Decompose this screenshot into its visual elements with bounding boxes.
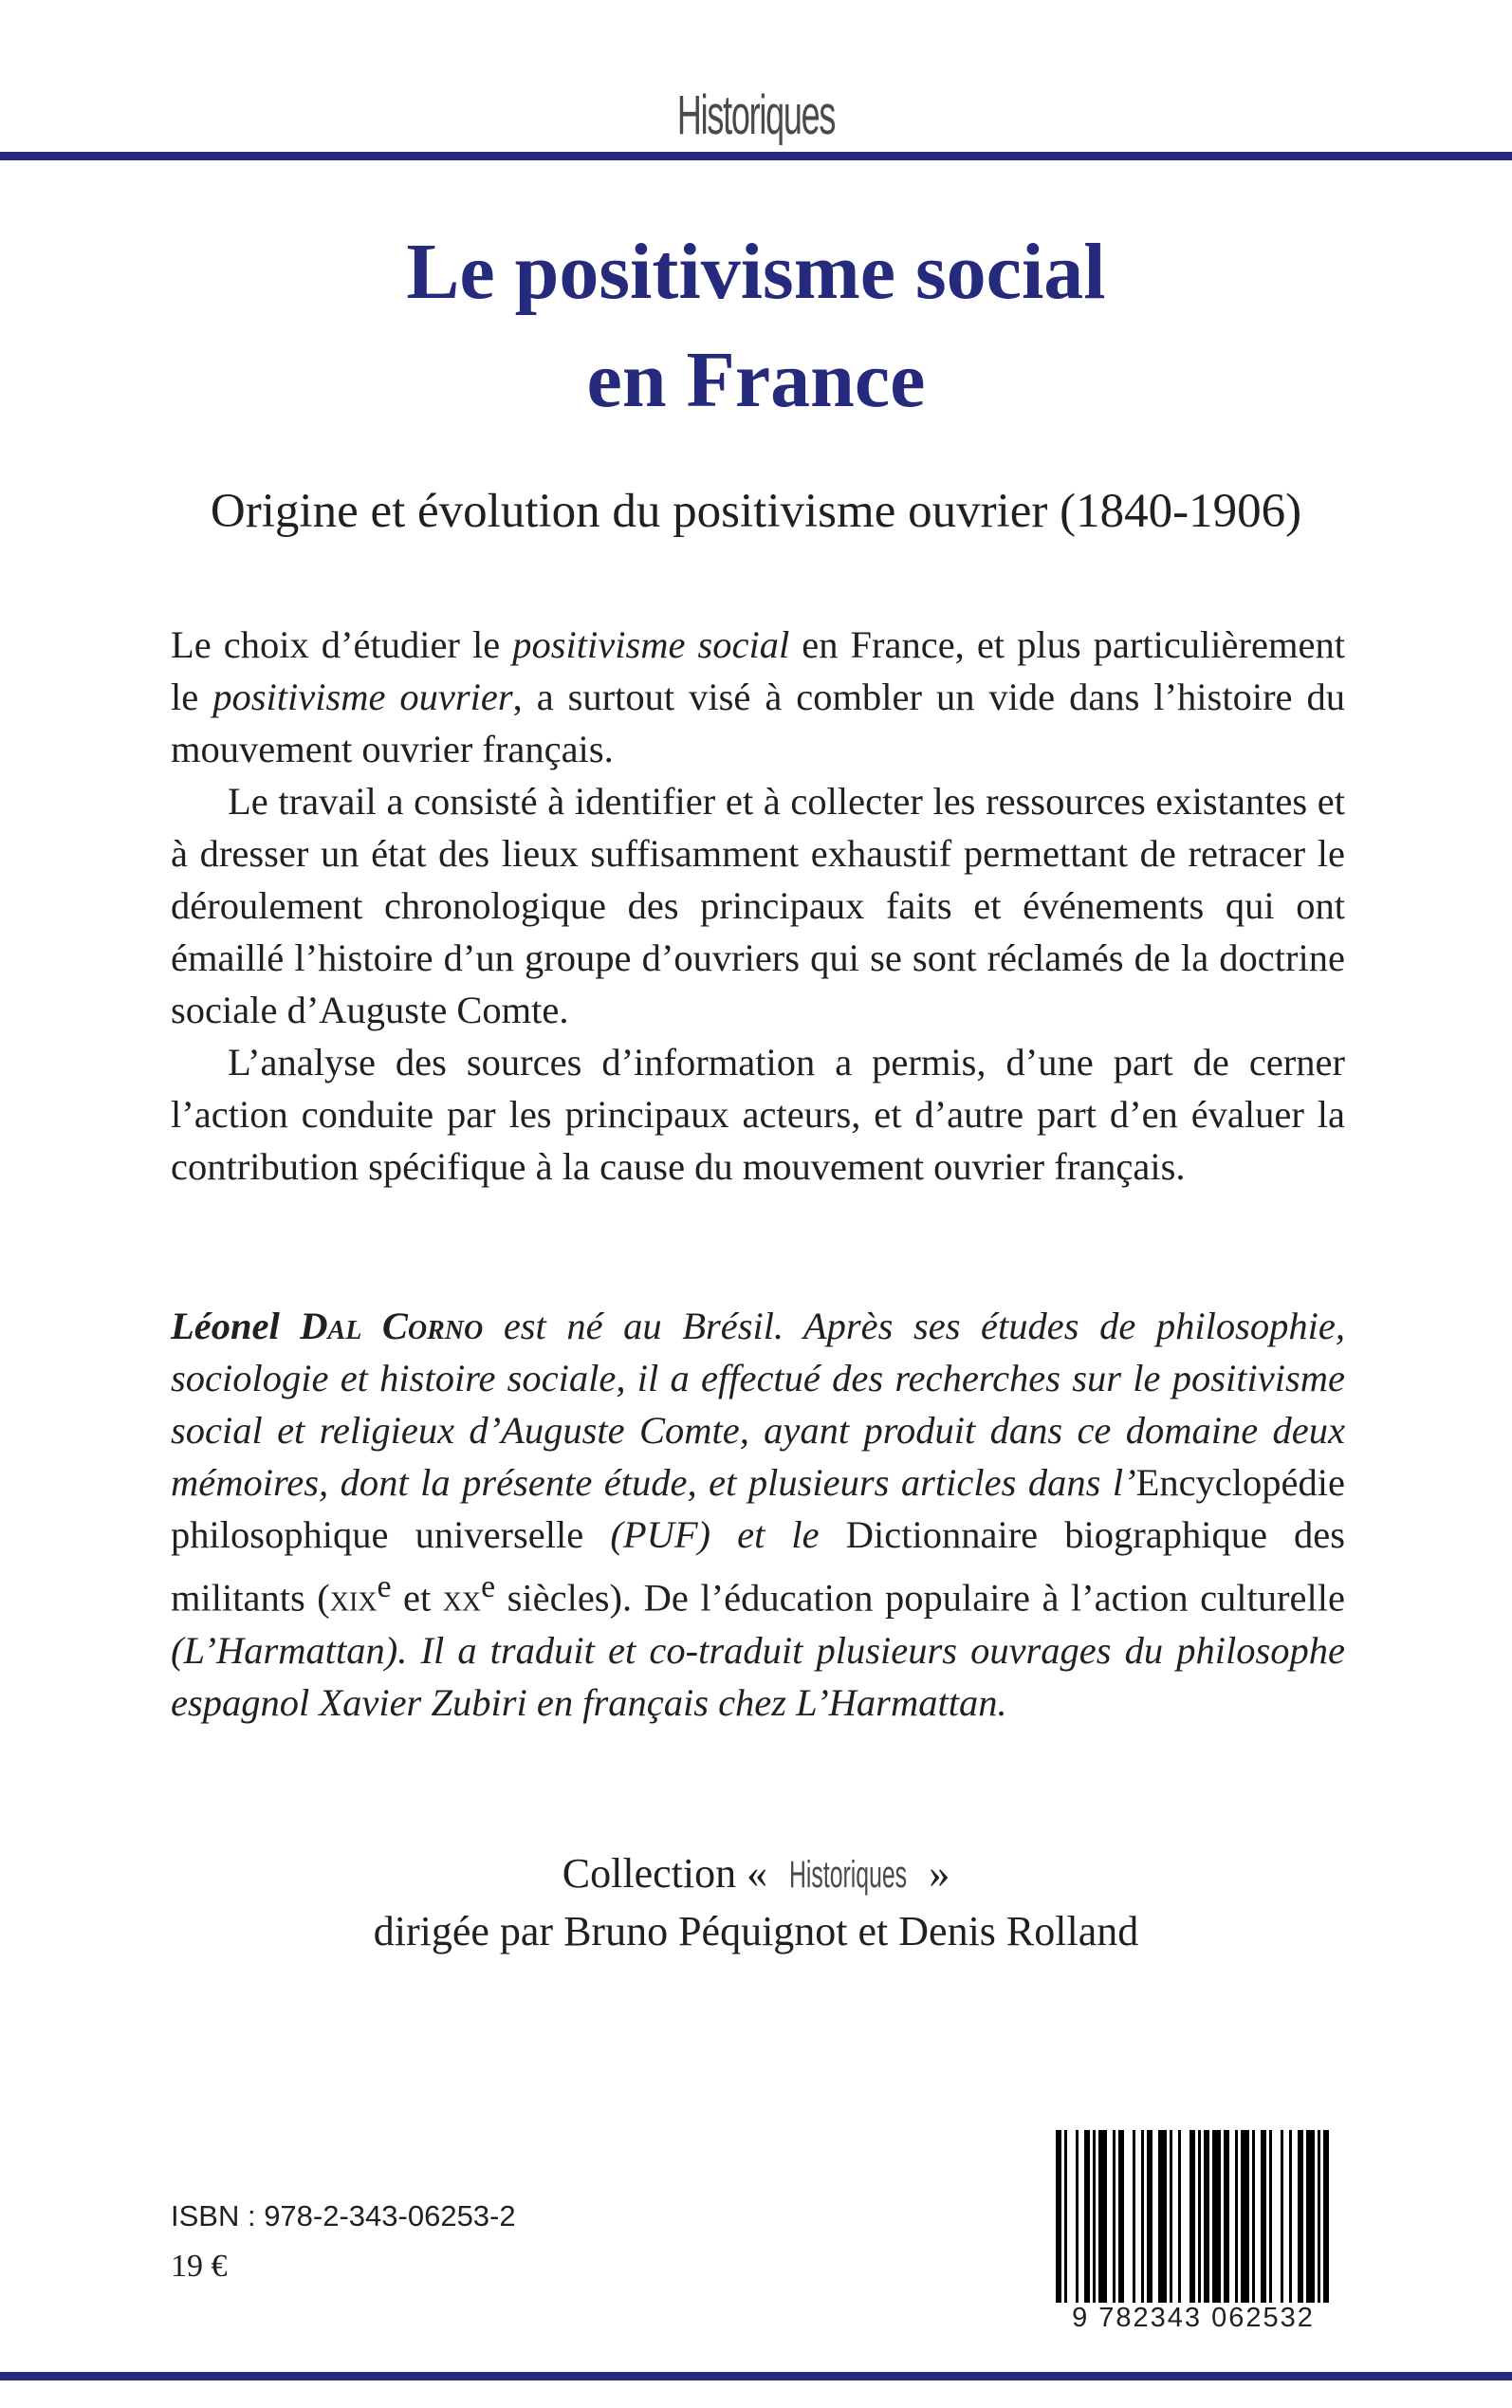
barcode-bar [1261,2130,1266,2303]
price: 19 € [171,2249,228,2284]
barcode [1048,2130,1338,2339]
barcode-bar [1204,2130,1209,2303]
collection-prefix: Collection « [562,1850,768,1897]
collection-suffix: » [929,1850,950,1897]
series-logo: Historiques [676,84,836,146]
blurb [171,619,1345,1193]
isbn: ISBN : 978-2-343-06253-2 [171,2199,516,2232]
author-bio: Léonel Dal Corno est né au Brésil. Après ses études de philosophie, sociologie et histoire sociale, il a effectué des recherches sur le positivisme social et religieux d’Auguste Comte, ayant produit dans ce domaine deux mémoires, dont la présente étude, et plusieurs articles dans l’Encyclopédie philosophique universelle (PUF) et le Dictionnaire biographique des militants (xix$^e$ et $xx^e$ siècles). De l’éducation populaire à l’action culturelle (L’Harmattan). Il a traduit et co-traduit plusieurs ouvrages du philosophe espagnol Xavier Zubiri en français chez L’Harmattan. [171,1305,1346,1724]
collection-series-logo: Historiques [789,1854,908,1896]
title-line-2: en France [586,336,926,424]
barcode-bar [1198,2130,1201,2303]
barcode-bar [1170,2130,1172,2303]
collection-info [0,1845,1512,1960]
author-last-name: Dal Corno [300,1305,484,1347]
top-rule [0,152,1512,160]
barcode-bar [1113,2130,1116,2303]
barcode-bar [1289,2130,1292,2303]
barcode-bars [1048,2130,1338,2303]
book-title [0,218,1512,435]
barcode-bar [1323,2130,1329,2303]
barcode-bar [1318,2130,1320,2303]
barcode-bar [1147,2130,1152,2303]
barcode-bar [1064,2130,1067,2303]
bottom-rule [0,2372,1512,2380]
blurb-paragraph-3: L’analyse des sources d’information a permis, d’une part de cerner l’action conduite par les principaux acteurs, et d’autre part d’en évaluer la contribution spécifique à la cause du mouvement ouvrier français. [171,1041,1345,1188]
barcode-bar [1298,2130,1303,2303]
barcode-bar [1133,2130,1135,2303]
barcode-bar [1084,2130,1090,2303]
blurb-paragraph-1: Le choix d’étudier le positivisme social en France, et plus particulièrement le positivisme ouvrier, a surtout visé à combler un vide dans l’histoire du mouvement ouvrier français. [171,623,1345,770]
barcode-bar [1118,2130,1124,2303]
barcode-bar [1224,2130,1229,2303]
barcode-bar [1269,2130,1272,2303]
barcode-bar [1093,2130,1096,2303]
barcode-bar [1306,2130,1315,2303]
book-subtitle: Origine et évolution du positivisme ouvrier (1840-1906) [210,485,1302,538]
blurb-paragraph-2: Le travail a consisté à identifier et à collecter les ressources existantes et à dresser un état des lieux suffisamment exhaustif permettant de retracer le déroulement chronologique des principaux faits et événements qui ont émaillé l’histoire d’un groupe d’ouvriers qui se sont réclamés de la doctrine sociale d’Auguste Comte. [171,780,1345,1031]
barcode-digits: 9 782343 062532 [1072,2303,1315,2333]
barcode-bar [1056,2130,1061,2303]
barcode-bar [1212,2130,1221,2303]
author-first-name: Léonel [171,1305,280,1347]
barcode-bar [1158,2130,1167,2303]
barcode-bar [1076,2130,1079,2303]
barcode-bar [1189,2130,1195,2303]
barcode-bar [1241,2130,1249,2303]
title-line-1: Le positivisme social [406,228,1106,316]
barcode-bar [1235,2130,1238,2303]
barcode-bar [1281,2130,1283,2303]
barcode-bar [1178,2130,1181,2303]
barcode-bar [1141,2130,1144,2303]
barcode-bar [1252,2130,1255,2303]
collection-directors: dirigée par Bruno Péquignot et Denis Rolland [373,1908,1139,1954]
barcode-bar [1098,2130,1107,2303]
